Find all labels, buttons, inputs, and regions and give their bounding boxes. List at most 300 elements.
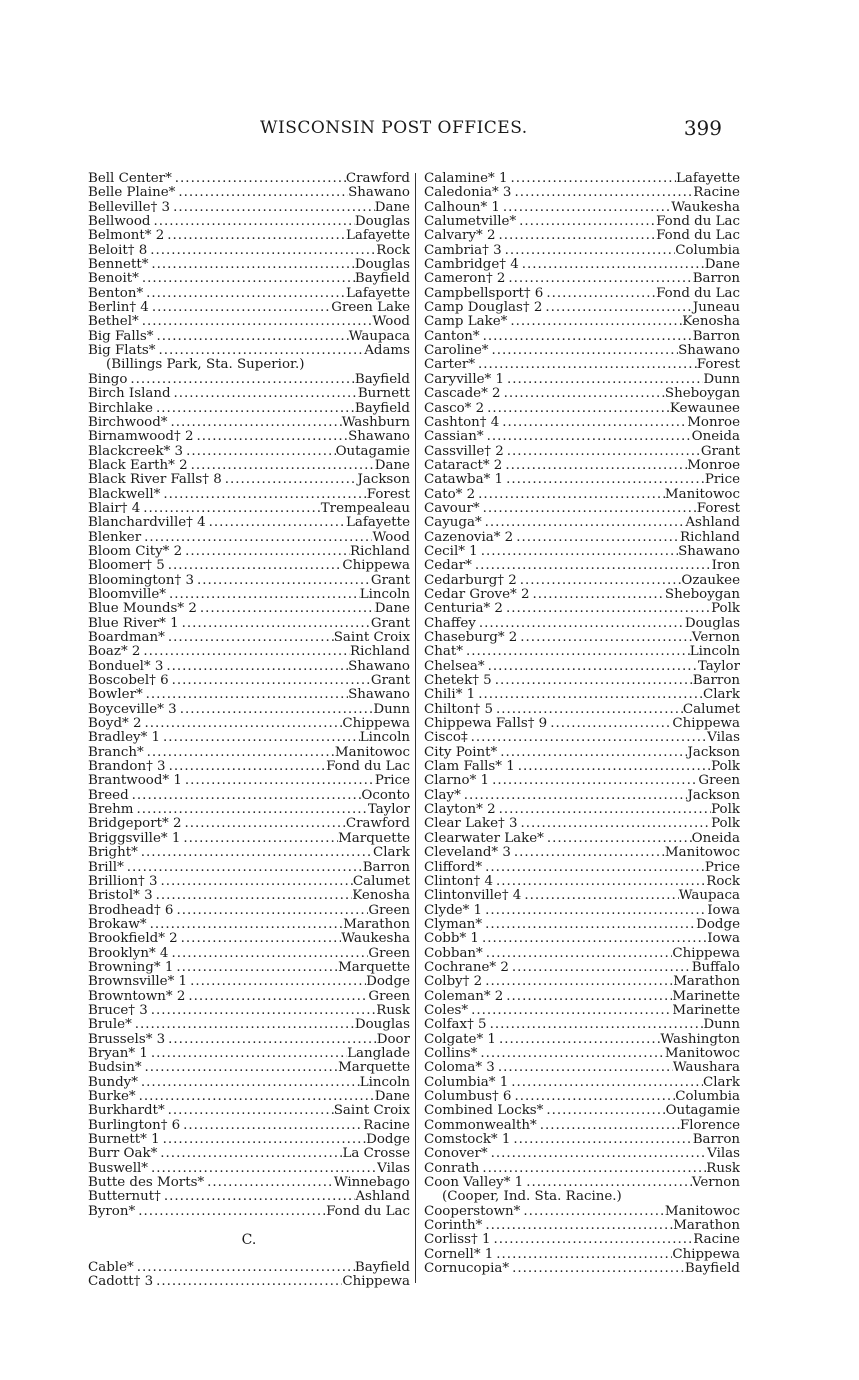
post-office-name: Colgate* 1	[424, 1032, 496, 1047]
county-name: Waupaca	[678, 889, 740, 904]
post-office-name: Cavour*	[424, 501, 480, 516]
post-office-name: Chilton† 5	[424, 702, 493, 717]
post-office-name: Bloomer† 5	[88, 559, 165, 574]
post-office-entry	[88, 947, 410, 961]
dot-leader	[503, 602, 711, 616]
post-office-entry	[424, 473, 740, 487]
county-name: Trempealeau	[320, 501, 410, 516]
dot-leader	[503, 473, 705, 487]
county-name: Rusk	[376, 1003, 410, 1018]
post-office-name: Birnamwood† 2	[88, 430, 194, 445]
post-office-name: Calumetville*	[424, 215, 517, 230]
post-office-name: Blue River* 1	[88, 616, 179, 631]
county-name: Wood	[372, 530, 410, 545]
county-name: Wood	[372, 315, 410, 330]
dot-leader	[482, 975, 673, 989]
dot-leader	[499, 416, 687, 430]
county-name: Douglas	[354, 215, 410, 230]
post-office-entry	[424, 889, 740, 903]
county-name: Buffalo	[691, 960, 740, 975]
county-name: Racine	[363, 1118, 410, 1133]
dot-leader	[158, 875, 353, 889]
dot-leader	[497, 746, 687, 760]
dot-leader	[153, 889, 353, 903]
dot-leader	[148, 1047, 347, 1061]
county-name: Marquette	[338, 1061, 410, 1076]
county-name: Marathon	[673, 975, 740, 990]
dot-leader	[139, 315, 373, 329]
dot-leader	[468, 1004, 672, 1018]
post-office-name: Clam Falls* 1	[424, 760, 515, 775]
post-office-entry	[88, 473, 410, 487]
page-title: WISCONSIN POST OFFICES.	[260, 118, 528, 138]
dot-leader	[507, 315, 682, 329]
county-name: Fond du Lac	[326, 1204, 410, 1219]
post-office-name: Clifford*	[424, 860, 483, 875]
post-office-entry	[424, 545, 740, 559]
post-office-entry	[88, 1104, 410, 1118]
county-name: Richland	[350, 544, 410, 559]
post-office-entry	[88, 789, 410, 803]
post-office-entry	[424, 846, 740, 860]
dot-leader	[153, 402, 355, 416]
county-name: Manitowoc	[334, 745, 410, 760]
post-office-entry	[424, 1104, 740, 1118]
county-name: Racine	[693, 1233, 740, 1248]
post-office-entry	[424, 1119, 740, 1133]
post-office-entry	[424, 1262, 740, 1276]
post-office-name: Chili* 1	[424, 688, 476, 703]
county-name: Washburn	[341, 415, 410, 430]
county-name: Waupaca	[348, 329, 410, 344]
post-office-name: Blenker	[88, 530, 142, 545]
post-office-entry	[424, 531, 740, 545]
post-office-entry	[88, 760, 410, 774]
post-office-name: Cadott† 3	[88, 1275, 154, 1290]
dot-leader	[135, 1205, 326, 1219]
dot-leader	[183, 445, 336, 459]
column-divider	[415, 173, 416, 1283]
page-header	[80, 114, 742, 144]
post-office-name: Chippewa Falls† 9	[424, 717, 548, 732]
post-office-entry	[88, 1047, 410, 1061]
post-office-name: Cobb* 1	[424, 932, 479, 947]
county-name: Lincoln	[359, 731, 410, 746]
county-name: Manitowoc	[664, 846, 740, 861]
post-office-entry	[88, 832, 410, 846]
county-name: Dane	[374, 602, 410, 617]
post-office-entry	[88, 416, 410, 430]
post-office-name: Bradley* 1	[88, 731, 161, 746]
post-office-name: Black River Falls† 8	[88, 473, 222, 488]
county-name: Kenosha	[352, 889, 410, 904]
post-office-entry	[424, 918, 740, 932]
dot-leader	[519, 258, 705, 272]
post-office-entry	[88, 889, 410, 903]
post-office-entry	[88, 1176, 410, 1190]
post-office-entry	[424, 502, 740, 516]
county-name: Saint Croix	[333, 1104, 410, 1119]
post-office-entry	[88, 774, 410, 788]
county-name: Chippewa	[342, 559, 410, 574]
county-name: Dodge	[366, 975, 410, 990]
post-office-name: Chaseburg* 2	[424, 631, 518, 645]
post-office-entry	[88, 272, 410, 286]
county-name: Marquette	[338, 831, 410, 846]
post-office-name: Cataract* 2	[424, 458, 503, 473]
county-name: Saint Croix	[333, 631, 410, 645]
post-office-name: Brandon† 3	[88, 760, 166, 775]
post-office-entry	[88, 731, 410, 745]
post-office-entry	[88, 574, 410, 588]
post-office-entry	[424, 1018, 740, 1032]
county-name: Lafayette	[346, 286, 410, 301]
dot-leader	[182, 774, 375, 788]
post-office-name: Bonduel* 3	[88, 659, 164, 674]
post-office-name: Bingo	[88, 372, 128, 387]
post-office-name: Catawba* 1	[424, 473, 504, 488]
dot-leader	[520, 1205, 665, 1219]
dot-leader	[160, 1133, 366, 1147]
post-office-entry	[424, 215, 740, 229]
post-office-name: Casco* 2	[424, 401, 485, 416]
post-office-entry	[88, 287, 410, 301]
dot-leader	[513, 531, 680, 545]
post-office-entry	[88, 545, 410, 559]
post-office-name: Cedar*	[424, 559, 472, 574]
county-name: Richland	[680, 530, 740, 545]
post-office-name: Butte des Morts*	[88, 1176, 205, 1191]
county-name: Marathon	[673, 1219, 740, 1234]
dot-leader	[511, 186, 693, 200]
post-office-entry	[88, 373, 410, 387]
post-office-name: Bennett*	[88, 258, 149, 273]
county-name: Washington	[660, 1032, 740, 1047]
dot-leader	[488, 1147, 708, 1161]
post-office-name: Birchwood*	[88, 415, 168, 430]
dot-leader	[468, 731, 707, 745]
dot-leader	[127, 373, 355, 387]
post-office-entry	[88, 516, 410, 530]
county-name: Taylor	[367, 803, 410, 818]
county-name: Chippewa	[672, 946, 740, 961]
post-office-entry	[424, 631, 740, 645]
county-name: Bayfield	[354, 401, 410, 416]
post-office-name: Boyceville* 3	[88, 702, 177, 717]
post-office-name: Browning* 1	[88, 960, 174, 975]
county-name: Oconto	[361, 788, 410, 803]
post-office-name: Brooklyn* 4	[88, 946, 169, 961]
county-name: Ashland	[685, 516, 740, 531]
post-office-name: Clay*	[424, 788, 461, 803]
post-office-entry	[424, 645, 740, 659]
post-office-entry	[88, 1033, 410, 1047]
dot-leader	[472, 559, 712, 573]
post-office-name: Belle Plaine*	[88, 186, 176, 201]
county-name: Barron	[362, 860, 410, 875]
county-name: Marinette	[672, 1003, 740, 1018]
post-office-entry	[424, 674, 740, 688]
post-office-name: Clyman*	[424, 917, 483, 932]
left-column	[88, 172, 410, 1290]
county-name: Chippewa	[342, 717, 410, 732]
county-name: Lafayette	[346, 516, 410, 531]
dot-leader	[168, 416, 342, 430]
dot-leader	[163, 660, 348, 674]
cross-reference-note: (Billings Park, Sta. Superior.)	[106, 357, 305, 373]
post-office-name: Caroline*	[424, 344, 489, 359]
post-office-entry	[424, 803, 740, 817]
dot-leader	[148, 258, 354, 272]
post-office-entry	[424, 445, 740, 459]
dot-leader	[147, 244, 376, 258]
county-name: Barron	[692, 329, 740, 344]
county-name: Iowa	[707, 903, 740, 918]
post-office-entry	[424, 875, 740, 889]
post-office-entry	[88, 244, 410, 258]
county-name: Bayfield	[354, 372, 410, 387]
post-office-name: Breed	[88, 788, 129, 803]
county-name: Lincoln	[359, 1075, 410, 1090]
post-office-name: Burke*	[88, 1090, 136, 1104]
dot-leader	[151, 215, 355, 229]
dot-leader	[475, 688, 703, 702]
dot-leader	[482, 516, 686, 530]
county-name: Outagamie	[335, 444, 410, 459]
dot-leader	[479, 932, 707, 946]
dot-leader	[479, 1162, 706, 1176]
dot-leader	[149, 301, 331, 315]
post-office-entry	[88, 1205, 410, 1219]
post-office-name: Columbia* 1	[424, 1075, 509, 1090]
post-office-name: Coon Valley* 1	[424, 1176, 524, 1191]
post-office-name: Bruce† 3	[88, 1003, 148, 1018]
dot-leader	[134, 803, 368, 817]
dot-leader	[173, 961, 338, 975]
post-office-entry	[424, 617, 740, 631]
post-office-name: Blackwell*	[88, 487, 161, 502]
county-name: Calumet	[682, 702, 740, 717]
post-office-name: Cornell* 1	[424, 1247, 494, 1262]
post-office-entry	[88, 201, 410, 215]
post-office-entry	[424, 1162, 740, 1176]
dot-leader	[523, 1176, 692, 1190]
county-name: Marathon	[343, 917, 410, 932]
post-office-name: Cochrane* 2	[424, 960, 509, 975]
post-office-entry	[424, 975, 740, 989]
county-name: La Crosse	[342, 1147, 410, 1162]
county-name: Winnebago	[333, 1176, 410, 1191]
post-office-entry	[424, 402, 740, 416]
post-office-entry	[424, 588, 740, 602]
post-office-name: Cambria† 3	[424, 243, 502, 258]
dot-leader	[188, 459, 375, 473]
post-office-entry	[424, 817, 740, 831]
post-office-entry	[424, 344, 740, 358]
county-name: Monroe	[687, 415, 740, 430]
dot-leader	[517, 817, 711, 831]
post-office-name: Cisco‡	[424, 731, 468, 746]
county-name: Vernon	[691, 1176, 740, 1191]
county-name: Dodge	[366, 1133, 410, 1148]
post-office-name: Brehm	[88, 803, 134, 818]
post-office-entry	[424, 258, 740, 272]
dot-leader	[478, 545, 678, 559]
county-name: Crawford	[345, 817, 410, 832]
post-office-name: Bundy*	[88, 1075, 138, 1090]
post-office-name: Burnett* 1	[88, 1133, 160, 1148]
post-office-entry	[424, 387, 740, 401]
county-name: Grant	[370, 674, 410, 689]
dot-leader	[153, 330, 348, 344]
dot-leader	[476, 617, 685, 631]
post-office-entry	[88, 1190, 410, 1204]
post-office-entry	[88, 459, 410, 473]
post-office-name: Cashton† 4	[424, 415, 500, 430]
dot-leader	[194, 574, 371, 588]
dot-leader	[517, 631, 692, 645]
county-name: Price	[374, 774, 410, 789]
county-name: Waushara	[672, 1061, 740, 1076]
post-office-name: Centuria* 2	[424, 602, 503, 617]
post-office-entry	[88, 330, 410, 344]
post-office-entry	[88, 215, 410, 229]
post-office-name: Boardman*	[88, 631, 165, 645]
dot-leader	[153, 1275, 342, 1289]
post-office-entry	[424, 760, 740, 774]
post-office-name: Blanchardville† 4	[88, 516, 206, 531]
county-name: Oneida	[691, 430, 740, 445]
dot-leader	[504, 445, 701, 459]
post-office-name: Cascade* 2	[424, 387, 501, 402]
post-office-name: Camp Lake*	[424, 315, 508, 330]
county-name: Shawano	[678, 344, 740, 359]
post-office-entry	[424, 746, 740, 760]
post-office-name: Clinton† 4	[424, 874, 493, 889]
county-name: Green	[698, 774, 740, 789]
dot-leader	[136, 1090, 375, 1104]
dot-leader	[138, 846, 373, 860]
county-name: Forest	[366, 487, 410, 502]
post-office-name: Cameron† 2	[424, 272, 506, 287]
post-office-name: Clarno* 1	[424, 774, 490, 789]
dot-leader	[480, 502, 697, 516]
dot-leader	[509, 961, 692, 975]
post-office-name: Columbus† 6	[424, 1090, 512, 1104]
dot-leader	[509, 1262, 685, 1276]
dot-leader	[517, 574, 682, 588]
post-office-name: Brantwood* 1	[88, 774, 182, 789]
post-office-name: Clayton* 2	[424, 803, 496, 818]
post-office-entry	[424, 703, 740, 717]
dot-leader	[482, 918, 696, 932]
post-office-entry	[88, 961, 410, 975]
county-name: Calumet	[352, 874, 410, 889]
county-name: Richland	[350, 645, 410, 660]
post-office-name: Brill*	[88, 860, 124, 875]
post-office-entry	[88, 488, 410, 502]
dot-leader	[187, 975, 366, 989]
post-office-name: Cedar Grove* 2	[424, 587, 530, 602]
dot-leader	[143, 287, 346, 301]
dot-leader	[487, 1018, 704, 1032]
post-office-entry	[88, 904, 410, 918]
post-office-name: Birch Island	[88, 387, 171, 402]
dot-leader	[170, 201, 375, 215]
post-office-entry	[88, 315, 410, 329]
dot-leader	[143, 688, 348, 702]
county-name: Dunn	[373, 702, 410, 717]
page-number: 399	[683, 116, 722, 140]
post-office-entry	[88, 975, 410, 989]
dot-leader	[144, 746, 335, 760]
county-name: Iron	[711, 559, 740, 574]
post-office-entry	[88, 1076, 410, 1090]
dot-leader	[482, 1219, 673, 1233]
dot-leader	[495, 1061, 673, 1075]
post-office-entry	[88, 1275, 410, 1289]
post-office-entry	[424, 559, 740, 573]
dot-leader	[148, 1004, 377, 1018]
dot-leader	[179, 617, 371, 631]
dot-leader	[148, 1162, 377, 1176]
dot-leader	[180, 832, 338, 846]
post-office-name: Bowler*	[88, 688, 143, 703]
post-office-name: Bethel*	[88, 315, 139, 330]
dot-leader	[175, 186, 348, 200]
dot-leader	[477, 1047, 665, 1061]
post-office-entry	[88, 602, 410, 616]
dot-leader	[142, 717, 343, 731]
county-name: Dunn	[703, 372, 740, 387]
county-name: Sheboygan	[664, 387, 740, 402]
dot-leader	[496, 1033, 660, 1047]
county-name: Lincoln	[689, 645, 740, 660]
post-office-name: Chat*	[424, 645, 463, 660]
post-office-name: Cooperstown*	[424, 1204, 521, 1219]
post-office-name: Blair† 4	[88, 501, 141, 516]
post-office-name: Buswell*	[88, 1161, 148, 1176]
post-office-name: Bloomville*	[88, 587, 166, 602]
post-office-entry	[88, 688, 410, 702]
post-office-entry	[88, 559, 410, 573]
dot-leader	[480, 330, 693, 344]
dot-leader	[157, 1147, 342, 1161]
post-office-name: Bristol* 3	[88, 889, 153, 904]
post-office-name: Collins*	[424, 1046, 478, 1061]
county-name: Rock	[376, 243, 410, 258]
post-office-name: Canton*	[424, 329, 480, 344]
post-office-entry	[88, 1162, 410, 1176]
dot-leader	[124, 861, 363, 875]
county-name: Oneida	[691, 831, 740, 846]
dot-leader	[482, 861, 705, 875]
county-name: Jackson	[687, 745, 740, 760]
dot-leader	[496, 803, 711, 817]
dot-leader	[503, 990, 672, 1004]
post-office-entry	[88, 746, 410, 760]
post-office-entry	[424, 688, 740, 702]
county-name: Shawano	[678, 544, 740, 559]
dot-leader	[491, 1233, 694, 1247]
post-office-entry	[88, 861, 410, 875]
post-office-entry	[424, 1219, 740, 1233]
post-office-entry	[424, 488, 740, 502]
post-office-name: Combined Locks*	[424, 1104, 544, 1119]
post-office-name: Corliss† 1	[424, 1233, 491, 1248]
dot-leader	[129, 789, 362, 803]
dot-leader	[508, 172, 677, 186]
